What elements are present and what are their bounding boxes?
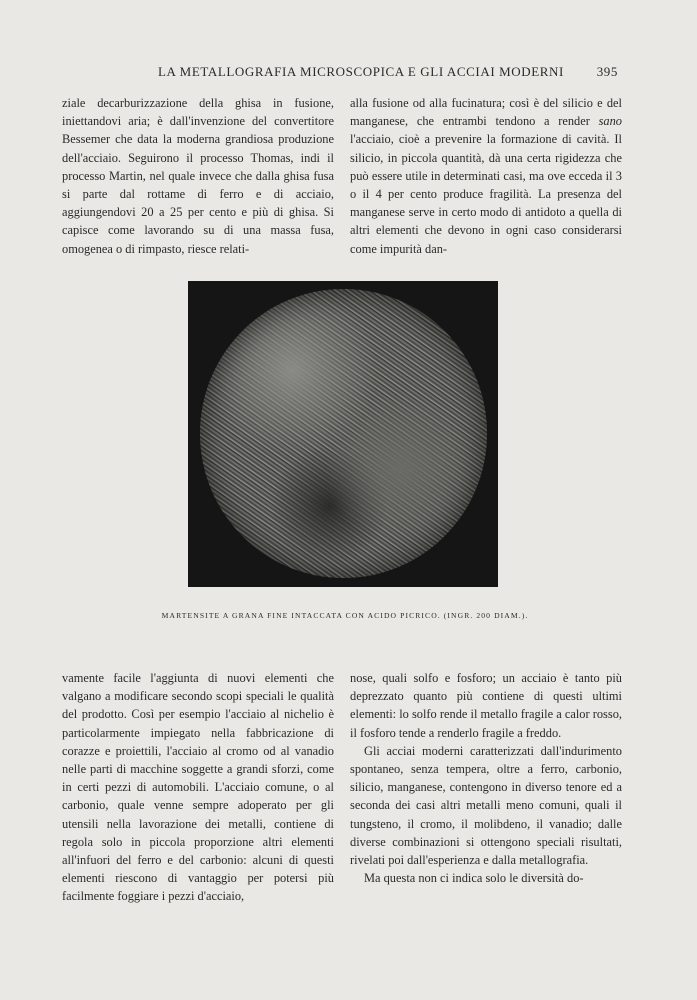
running-title: LA METALLOGRAFIA MICROSCOPICA E GLI ACCIAI MODERNI [158,64,564,79]
figure-caption: MARTENSITE A GRANA FINE INTACCATA CON ACIDO PICRICO. (INGR. 200 DIAM.). [161,611,529,620]
text-run: alla fusione od alla fucinatura; così è del silicio e del manganese, che entrambi tendono a render [350,96,622,129]
paragraph [350,94,622,258]
paragraph: vamente facile l'aggiunta di nuovi elementi che valgano a modificare secondo scopi speciali le qualità del prodotto. Così per esempio l'acciaio al nichelio è particolarmente impiegato nella fabbricazione di corazze e proiettili, l'acciaio al cromo od al vanadio nelle parti di macchine soggette a grandi sforzi, come in certi pezzi di automobili. L'acciaio comune, o al carbonio, quale venne sempre adoperato per gli utensili nella lavorazione dei metalli, contiene di regola solo in piccola proporzione altri elementi all'infuori del ferro e del carbonio: alcuni di questi elementi riescono di vantaggio per potersi più facilmente foggiare i pezzi d'acciaio, [62,671,334,904]
text-column-bottom-right [350,669,622,887]
paragraph: Ma questa non ci indica solo le diversità do- [364,871,584,886]
text-run: l'acciaio, cioè a prevenire la formazione di cavità. Il silicio, in piccola quantità, dà una certa rigidezza che può essere utile in determinati casi, ma ove ecceda il 3 o il 4 per cento produce fragilità. La presenza del manganese serve in certo modo di antidoto a quella di altri elementi che devono in ogni caso considerarsi come impurità dan- [350,132,622,256]
italic-word: sano [598,114,622,129]
micrograph-figure [188,281,498,587]
paragraph: ziale decarburizzazione della ghisa in fusione, iniettandovi aria; è dall'invenzione del convertitore Bessemer che data la moderna grandiosa produzione dell'acciaio. Seguirono il processo Thomas, indi il processo Martin, nel quale invece che dalla ghisa fusa si parte dal rottame di ferro e di acciaio, aggiungendovi 20 a 25 per cento e più di ghisa. Si capisce come lavorando su di una massa fusa, omogenea o di rimpasto, riesce relati- [62,96,334,256]
page-number: 395 [596,64,618,79]
text-column-bottom-left [62,669,334,906]
paragraph: Gli acciai moderni caratterizzati dall'indurimento spontaneo, senza tempera, oltre a ferro, carbonio, silicio, manganese, contengono in diverso tenore ed a seconda dei casi altri metalli meno comuni, quali il tungsteno, il cromo, il molibdeno, il vanadio; dalle diverse combinazioni si ottengono speciali risultati, rivelati poi dall'esperienza e dalla metallografia. [350,743,622,868]
text-column-top-right [350,94,622,258]
paragraph: nose, quali solfo e fosforo; un acciaio è tanto più deprezzato quanto più contiene di questi ultimi elementi: lo solfo rende il metallo fragile a calor rosso, il fosforo tende a renderlo fragile a freddo. [350,671,622,740]
micrograph-image [200,289,487,578]
running-header [62,64,618,82]
text-column-top-left [62,94,334,258]
